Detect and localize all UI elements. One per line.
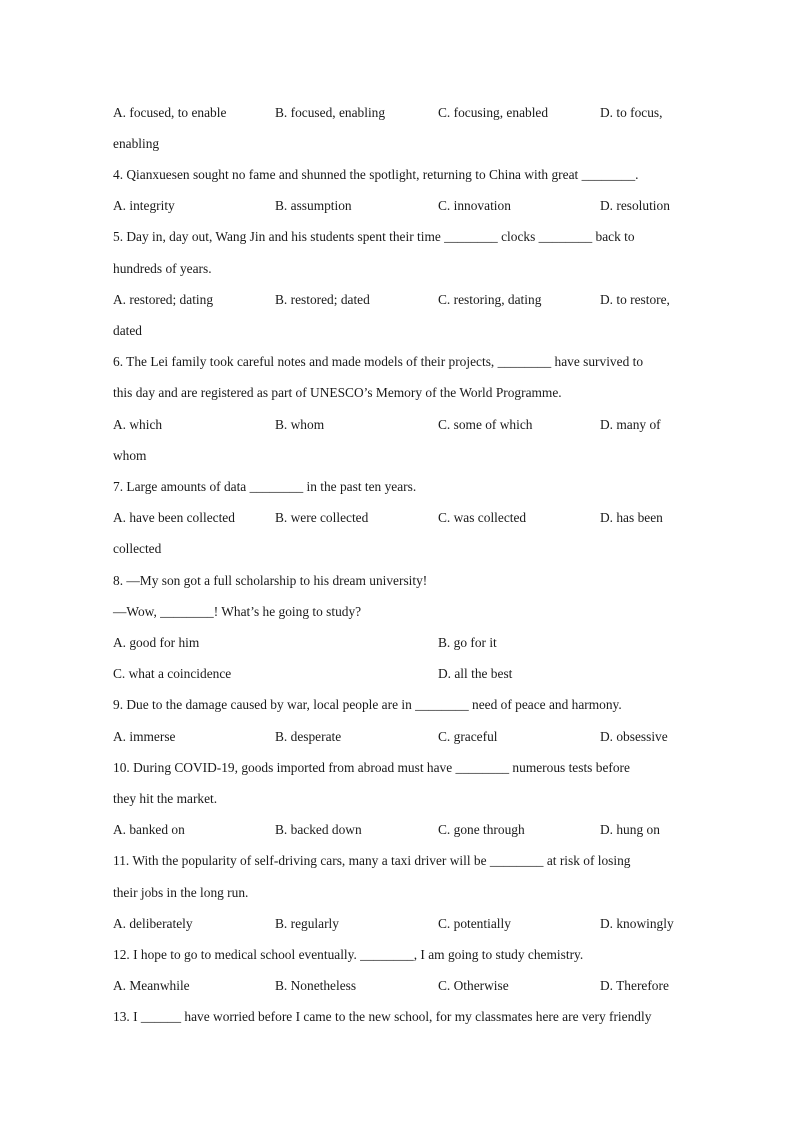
option-c: C. innovation <box>438 198 511 213</box>
question-8-text-cont: —Wow, ________! What’s he going to study? <box>113 604 362 619</box>
question-11-text: 11. With the popularity of self-driving cars, many a taxi driver will be ________ at risk of losing <box>113 853 631 868</box>
option-b: B. go for it <box>438 635 497 650</box>
question-10-text: 10. During COVID-19, goods imported from abroad must have ________ numerous tests before <box>113 760 630 775</box>
option-d: D. all the best <box>438 666 513 681</box>
option-c: C. restoring, dating <box>438 292 542 307</box>
option-b: B. Nonetheless <box>275 978 357 993</box>
option-b: B. restored; dated <box>275 292 370 307</box>
option-c: C. potentially <box>438 916 511 931</box>
question-13-text: 13. I ______ have worried before I came to the new school, for my classmates here are very friendly <box>113 1009 652 1024</box>
option-d: D. has been <box>600 510 663 525</box>
option-b: B. backed down <box>275 822 362 837</box>
question-5-text: 5. Day in, day out, Wang Jin and his students spent their time ________ clocks ________ back to <box>113 229 635 244</box>
option-a: A. Meanwhile <box>113 978 190 993</box>
option-c: C. was collected <box>438 510 527 525</box>
option-d: D. resolution <box>600 198 670 213</box>
option-c: C. gone through <box>438 822 525 837</box>
question-6-text: 6. The Lei family took careful notes and made models of their projects, ________ have survived to <box>113 354 644 369</box>
option-c: C. focusing, enabled <box>438 105 549 120</box>
option-wrap-text: dated <box>113 323 142 338</box>
option-a: A. restored; dating <box>113 292 214 307</box>
question-12-text: 12. I hope to go to medical school eventually. ________, I am going to study chemistry. <box>113 947 584 962</box>
option-a: A. banked on <box>113 822 185 837</box>
option-b: B. regularly <box>275 916 339 931</box>
option-c: C. Otherwise <box>438 978 509 993</box>
option-b: B. focused, enabling <box>275 105 386 120</box>
question-7-text: 7. Large amounts of data ________ in the past ten years. <box>113 479 417 494</box>
option-d: D. hung on <box>600 822 660 837</box>
option-a: A. have been collected <box>113 510 235 525</box>
question-10-text-cont: they hit the market. <box>113 791 218 806</box>
option-wrap-text: collected <box>113 541 162 556</box>
option-a: A. good for him <box>113 635 200 650</box>
question-11-text-cont: their jobs in the long run. <box>113 885 249 900</box>
option-b: B. assumption <box>275 198 352 213</box>
option-a: A. immerse <box>113 729 176 744</box>
question-4-text: 4. Qianxuesen sought no fame and shunned the spotlight, returning to China with great ________. <box>113 167 639 182</box>
option-b: B. whom <box>275 417 325 432</box>
option-d: D. knowingly <box>600 916 674 931</box>
option-wrap-text: whom <box>113 448 147 463</box>
option-d: D. to restore, <box>600 292 670 307</box>
option-a: A. deliberately <box>113 916 193 931</box>
option-d: D. many of <box>600 417 661 432</box>
option-b: B. desperate <box>275 729 342 744</box>
option-b: B. were collected <box>275 510 369 525</box>
question-8-text: 8. —My son got a full scholarship to his dream university! <box>113 573 428 588</box>
option-a: A. which <box>113 417 163 432</box>
option-c: C. some of which <box>438 417 533 432</box>
option-c: C. graceful <box>438 729 498 744</box>
option-a: A. focused, to enable <box>113 105 227 120</box>
question-6-text-cont: this day and are registered as part of UNESCO’s Memory of the World Programme. <box>113 385 562 400</box>
option-d: D. Therefore <box>600 978 669 993</box>
question-5-text-cont: hundreds of years. <box>113 261 212 276</box>
option-d: D. obsessive <box>600 729 668 744</box>
question-9-text: 9. Due to the damage caused by war, local people are in ________ need of peace and harmony. <box>113 697 622 712</box>
option-wrap-text: enabling <box>113 136 160 151</box>
option-c: C. what a coincidence <box>113 666 232 681</box>
option-a: A. integrity <box>113 198 175 213</box>
option-d: D. to focus, <box>600 105 663 120</box>
